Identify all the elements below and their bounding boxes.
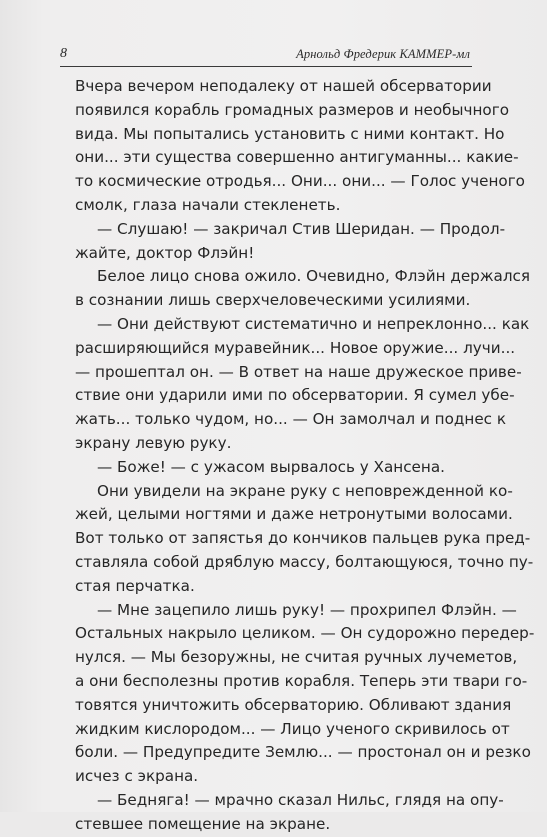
text-line: в сознании лишь сверхчеловеческими усилиями. <box>75 291 471 310</box>
text-line: нулся. — Мы безоружны, не считая ручных лучеметов, <box>75 648 518 667</box>
text-line: жей, целыми ногтями и даже нетронутыми волосами. <box>75 505 513 524</box>
text-line: — Они действуют систематично и непреклонно... как <box>97 314 530 333</box>
text-line: боли. — Предупредите Землю... — простонал он и резко <box>75 743 531 762</box>
text-line: они... эти существа совершенно антигуманны... какие- <box>75 148 519 167</box>
text-line: стевшее помещение на экране. <box>75 814 331 833</box>
text-line: появился корабль громадных размеров и необычного <box>75 100 510 119</box>
text-line: жайте, доктор Флэйн! <box>75 243 255 262</box>
text-line: стая перчатка. <box>75 576 195 595</box>
text-line: товятся уничтожить обсерваторию. Обливают здания <box>75 695 512 714</box>
text-line: вида. Мы попытались установить с ними контакт. Но <box>75 124 505 143</box>
text-line: экрану левую руку. <box>75 433 232 452</box>
text-line: — прошептал он. — В ответ на наше дружеское приве- <box>75 362 522 381</box>
text-line: жидким кислородом... — Лицо ученого скривилось от <box>75 719 510 738</box>
text-line: Они увидели на экране руку с неповрежденной ко- <box>97 481 513 500</box>
text-line: — Боже! — с ужасом вырвалось у Хансена. <box>97 457 445 476</box>
text-line: смолк, глаза начали стекленеть. <box>75 195 341 214</box>
body-text <box>75 75 535 837</box>
running-title: Арнольд Фредерик КАММЕР-мл <box>296 47 470 61</box>
text-line: а они бесполезны против корабля. Теперь эти твари го- <box>75 671 528 690</box>
text-line: Вот только от запястья до кончиков пальцев рука пред- <box>75 529 531 548</box>
text-line: ствие они ударили ими по обсерватории. Я сумел убе- <box>75 386 515 405</box>
text-line: исчез с экрана. <box>75 767 199 786</box>
text-line: ставляла собой дряблую массу, болтающуюся, точно пу- <box>75 552 534 571</box>
text-line: — Слушаю! — закричал Стив Шеридан. — Продол- <box>97 219 506 238</box>
text-line: жать... только чудом, но... — Он замолчал и поднес к <box>75 410 507 429</box>
text-line: расширяющийся муравейник... Новое оружие... лучи... <box>75 338 516 357</box>
page-number: 8 <box>60 46 67 61</box>
text-line: — Бедняга! — мрачно сказал Нильс, глядя на опу- <box>97 790 504 809</box>
page-header <box>60 44 472 67</box>
text-line: Вчера вечером неподалеку от нашей обсерватории <box>75 77 492 95</box>
text-line: Остальных накрыло целиком. — Он судорожно передер- <box>75 624 535 643</box>
text-line: Белое лицо снова ожило. Очевидно, Флэйн держался <box>97 267 531 286</box>
text-line: то космические отродья... Они... они... — Голос ученого <box>75 172 525 191</box>
text-line: — Мне зацепило лишь руку! — прохрипел Флэйн. — <box>97 600 517 619</box>
